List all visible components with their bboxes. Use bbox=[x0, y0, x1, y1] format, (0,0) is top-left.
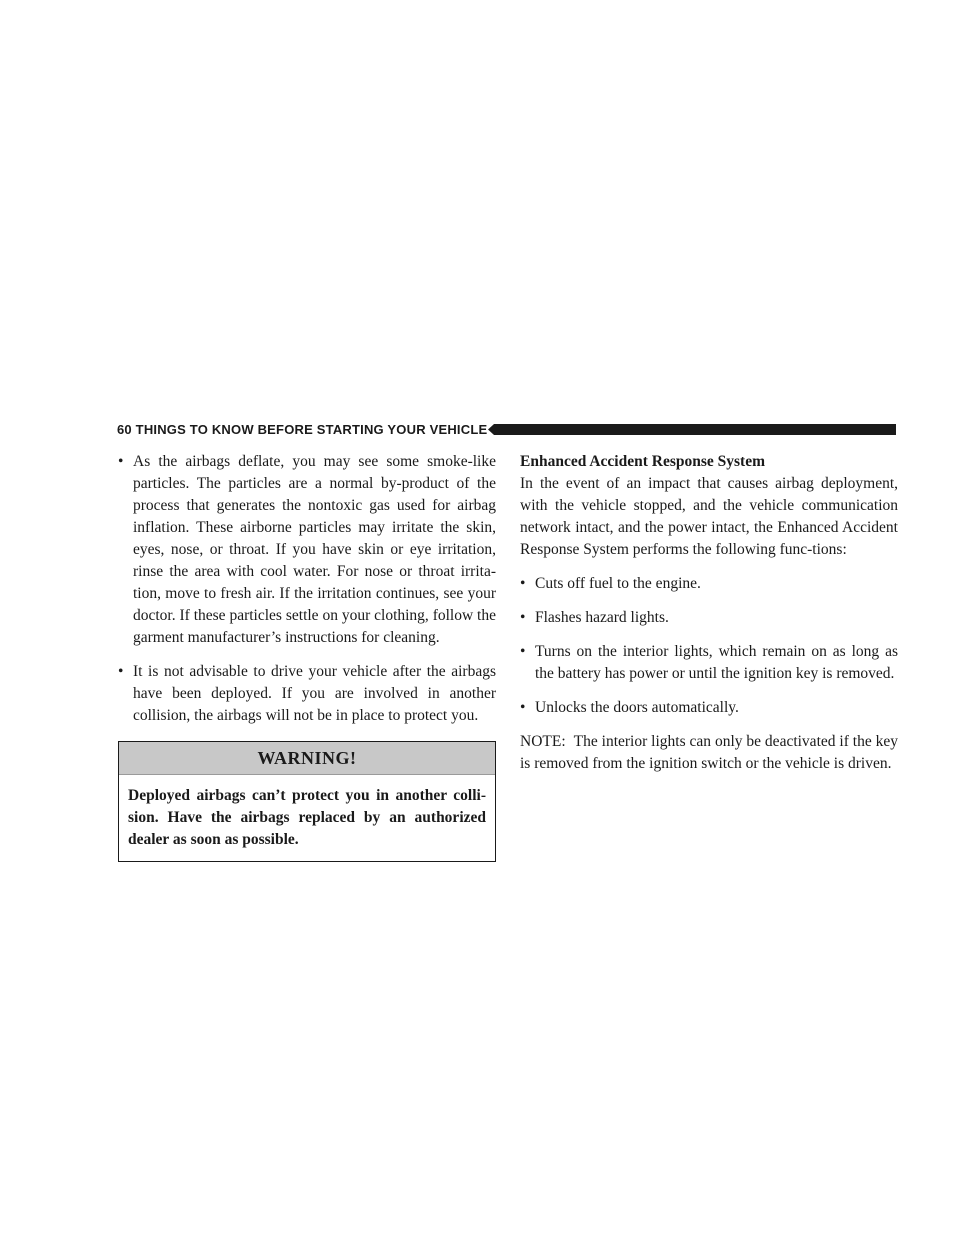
bullet-item-interior-lights bbox=[520, 641, 898, 685]
bullet-text: Turns on the interior lights, which remain on as long as the battery has power or until the ignition key is removed. bbox=[535, 643, 898, 682]
page-header-title: 60 THINGS TO KNOW BEFORE STARTING YOUR VEHICLE bbox=[117, 422, 488, 437]
bullet-item-unlock bbox=[520, 697, 898, 719]
bullet-icon: • bbox=[520, 575, 526, 592]
bullet-item-hazard bbox=[520, 607, 898, 629]
right-column bbox=[520, 451, 898, 787]
bullet-icon: • bbox=[520, 643, 526, 660]
section-intro: In the event of an impact that causes airbag deployment, with the vehicle stopped, and the vehicle communication network intact, and the power intact, the Enhanced Accident Response System performs the following func-tions: bbox=[520, 475, 898, 558]
bullet-text: It is not advisable to drive your vehicle after the airbags have been deployed. If you are involved in another collision, the airbags will not be in place to protect you. bbox=[133, 663, 496, 724]
bullet-text: As the airbags deflate, you may see some smoke-like particles. The particles are a normal by-product of the process that generates the nontoxic gas used for airbag inflation. These airborne particles may irritate the skin, eyes, nose, or throat. If you have skin or eye irritation, rinse the area with cool water. For nose or throat irrita-tion, move to fresh air. If the irritation continues, see your doctor. If these particles settle on your clothing, follow the garment manufacturer’s instructions for cleaning. bbox=[133, 453, 496, 646]
warning-box bbox=[118, 741, 496, 862]
bullet-item-fuel bbox=[520, 573, 898, 595]
page-header bbox=[117, 420, 896, 442]
left-column bbox=[118, 451, 496, 862]
note-text: The interior lights can only be deactivated if the key is removed from the ignition switch or the vehicle is driven. bbox=[520, 733, 898, 772]
section-title: Enhanced Accident Response System bbox=[520, 453, 766, 470]
bullet-icon: • bbox=[520, 609, 526, 626]
bullet-icon: • bbox=[118, 663, 124, 680]
header-rule bbox=[488, 424, 896, 435]
bullet-item-not-advisable bbox=[118, 661, 496, 727]
warning-title: WARNING! bbox=[119, 742, 495, 775]
note-label: NOTE: bbox=[520, 733, 566, 750]
note-paragraph bbox=[520, 731, 898, 775]
bullet-icon: • bbox=[118, 453, 124, 470]
bullet-text: Cuts off fuel to the engine. bbox=[535, 575, 701, 592]
bullet-item-deflate bbox=[118, 451, 496, 649]
bullet-text: Unlocks the doors automatically. bbox=[535, 699, 739, 716]
bullet-text: Flashes hazard lights. bbox=[535, 609, 669, 626]
bullet-icon: • bbox=[520, 699, 526, 716]
warning-body: Deployed airbags can’t protect you in another colli-sion. Have the airbags replaced by an authorized dealer as soon as possible. bbox=[128, 787, 486, 848]
